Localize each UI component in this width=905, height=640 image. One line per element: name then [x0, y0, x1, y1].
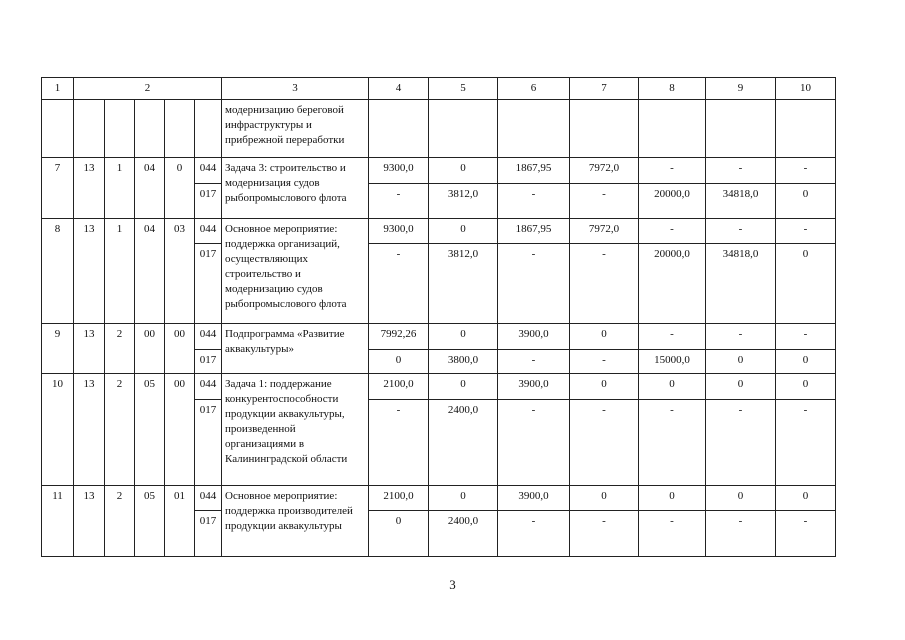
value-cell: 2400,0	[429, 400, 498, 486]
table-cell	[776, 100, 836, 158]
header-cell: 2	[74, 78, 222, 100]
code-cell: 2	[105, 374, 135, 486]
budget-code: 044	[195, 219, 222, 244]
table-cell	[135, 100, 165, 158]
value-cell: 1867,95	[498, 219, 570, 244]
value-cell: -	[706, 158, 776, 184]
value-cell: 9300,0	[369, 158, 429, 184]
row-number: 11	[42, 486, 74, 557]
value-cell: 0	[776, 184, 836, 219]
code-cell: 05	[135, 374, 165, 486]
header-cell: 8	[639, 78, 706, 100]
value-cell: -	[639, 219, 706, 244]
code-cell: 0	[165, 158, 195, 219]
code-cell: 13	[74, 219, 105, 324]
budget-code: 017	[195, 184, 222, 219]
value-cell: 34818,0	[706, 184, 776, 219]
budget-code: 044	[195, 374, 222, 400]
code-cell: 04	[135, 158, 165, 219]
value-cell: 3812,0	[429, 244, 498, 324]
value-cell: -	[498, 400, 570, 486]
value-cell: 1867,95	[498, 158, 570, 184]
table-cell	[165, 100, 195, 158]
table-body	[42, 78, 836, 557]
value-cell: -	[776, 158, 836, 184]
value-cell: 0	[776, 374, 836, 400]
table-row	[42, 324, 836, 350]
value-cell: -	[498, 244, 570, 324]
row-number: 8	[42, 219, 74, 324]
code-cell: 2	[105, 486, 135, 557]
value-cell: 3812,0	[429, 184, 498, 219]
value-cell: -	[498, 184, 570, 219]
budget-code: 044	[195, 486, 222, 511]
value-cell: 7972,0	[570, 219, 639, 244]
value-cell: 3800,0	[429, 350, 498, 374]
value-cell: -	[369, 400, 429, 486]
value-cell: -	[369, 244, 429, 324]
header-cell: 3	[222, 78, 369, 100]
value-cell: 20000,0	[639, 184, 706, 219]
value-cell: -	[706, 511, 776, 557]
header-row	[42, 78, 836, 100]
row-number: 7	[42, 158, 74, 219]
value-cell: 3900,0	[498, 374, 570, 400]
header-cell: 5	[429, 78, 498, 100]
value-cell: 0	[369, 350, 429, 374]
value-cell: 0	[570, 486, 639, 511]
value-cell: 2100,0	[369, 374, 429, 400]
value-cell: -	[498, 350, 570, 374]
value-cell: 9300,0	[369, 219, 429, 244]
value-cell: 0	[429, 486, 498, 511]
code-cell: 04	[135, 219, 165, 324]
header-cell: 10	[776, 78, 836, 100]
value-cell: -	[570, 184, 639, 219]
page-number: 3	[449, 577, 456, 592]
value-cell: 0	[570, 374, 639, 400]
header-cell: 9	[706, 78, 776, 100]
value-cell: -	[570, 350, 639, 374]
value-cell: -	[570, 244, 639, 324]
header-cell: 4	[369, 78, 429, 100]
description-cell: модернизацию береговой инфраструктуры и прибрежной переработки	[222, 100, 369, 158]
table-row	[42, 374, 836, 400]
continuation-row	[42, 100, 836, 158]
value-cell: -	[706, 324, 776, 350]
value-cell: 15000,0	[639, 350, 706, 374]
code-cell: 2	[105, 324, 135, 374]
table-cell	[74, 100, 105, 158]
value-cell: -	[776, 219, 836, 244]
code-cell: 00	[165, 324, 195, 374]
value-cell: 0	[706, 374, 776, 400]
value-cell: 0	[429, 324, 498, 350]
table-cell	[369, 100, 429, 158]
table-cell	[429, 100, 498, 158]
table-cell	[195, 100, 222, 158]
value-cell: 0	[706, 350, 776, 374]
value-cell: -	[498, 511, 570, 557]
value-cell: 0	[369, 511, 429, 557]
value-cell: -	[639, 400, 706, 486]
value-cell: 0	[429, 158, 498, 184]
value-cell: -	[369, 184, 429, 219]
value-cell: -	[639, 324, 706, 350]
budget-table	[41, 77, 836, 557]
value-cell: -	[570, 511, 639, 557]
table-cell	[498, 100, 570, 158]
value-cell: -	[706, 219, 776, 244]
value-cell: -	[639, 158, 706, 184]
value-cell: 7972,0	[570, 158, 639, 184]
code-cell: 00	[135, 324, 165, 374]
table-cell	[706, 100, 776, 158]
header-cell: 6	[498, 78, 570, 100]
table-row	[42, 486, 836, 511]
code-cell: 05	[135, 486, 165, 557]
value-cell: 0	[639, 486, 706, 511]
value-cell: -	[639, 511, 706, 557]
code-cell: 01	[165, 486, 195, 557]
budget-code: 044	[195, 158, 222, 184]
description-cell: Подпрограмма «Развитие аквакультуры»	[222, 324, 369, 374]
value-cell: -	[776, 400, 836, 486]
code-cell: 13	[74, 324, 105, 374]
table-cell	[105, 100, 135, 158]
value-cell: 20000,0	[639, 244, 706, 324]
table-row	[42, 158, 836, 184]
table-cell	[639, 100, 706, 158]
value-cell: 0	[776, 486, 836, 511]
value-cell: 0	[429, 219, 498, 244]
value-cell: 2400,0	[429, 511, 498, 557]
value-cell: 0	[429, 374, 498, 400]
code-cell: 13	[74, 374, 105, 486]
description-cell: Основное мероприятие: поддержка производителей продукции аквакультуры	[222, 486, 369, 557]
code-cell: 00	[165, 374, 195, 486]
budget-code: 044	[195, 324, 222, 350]
budget-code: 017	[195, 244, 222, 324]
code-cell: 13	[74, 158, 105, 219]
budget-code: 017	[195, 350, 222, 374]
value-cell: 0	[706, 486, 776, 511]
value-cell: 0	[776, 244, 836, 324]
value-cell: -	[776, 511, 836, 557]
value-cell: 3900,0	[498, 486, 570, 511]
value-cell: 0	[639, 374, 706, 400]
value-cell: -	[776, 324, 836, 350]
value-cell: 0	[776, 350, 836, 374]
row-number: 10	[42, 374, 74, 486]
value-cell: 34818,0	[706, 244, 776, 324]
code-cell: 1	[105, 219, 135, 324]
table-cell	[42, 100, 74, 158]
header-cell: 1	[42, 78, 74, 100]
table-cell	[570, 100, 639, 158]
description-cell: Задача 3: строительство и модернизация судов рыбопромыслового флота	[222, 158, 369, 219]
row-number: 9	[42, 324, 74, 374]
budget-code: 017	[195, 400, 222, 486]
value-cell: -	[706, 400, 776, 486]
value-cell: 3900,0	[498, 324, 570, 350]
description-cell: Задача 1: поддержание конкурентоспособности продукции аквакультуры, произведенной организациями в Калининградской области	[222, 374, 369, 486]
value-cell: 7992,26	[369, 324, 429, 350]
value-cell: 0	[570, 324, 639, 350]
code-cell: 03	[165, 219, 195, 324]
budget-code: 017	[195, 511, 222, 557]
table-row	[42, 219, 836, 244]
code-cell: 13	[74, 486, 105, 557]
code-cell: 1	[105, 158, 135, 219]
value-cell: 2100,0	[369, 486, 429, 511]
description-cell: Основное мероприятие: поддержка организаций, осуществляющих строительство и модернизацию судов рыбопромыслового флота	[222, 219, 369, 324]
value-cell: -	[570, 400, 639, 486]
header-cell: 7	[570, 78, 639, 100]
